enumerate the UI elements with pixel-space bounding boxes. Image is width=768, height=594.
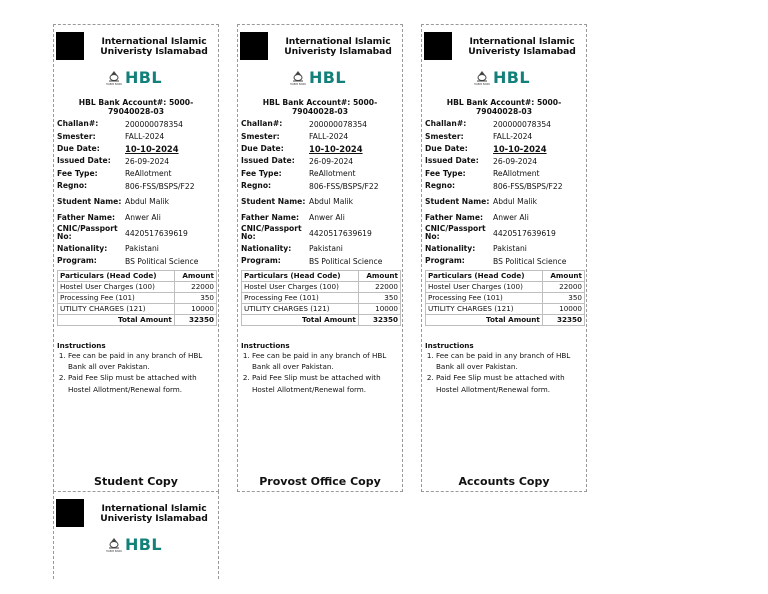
university-logo — [56, 499, 84, 527]
field-student-name — [241, 192, 399, 211]
field-label: Regno: — [425, 181, 456, 191]
field-issued-date — [425, 155, 583, 167]
field-value: Abdul Malik — [309, 197, 353, 207]
header-particulars: Particulars (Head Code) — [242, 270, 359, 281]
bank-seal-icon — [288, 70, 308, 86]
university-logo — [240, 32, 268, 60]
instructions-list — [241, 350, 399, 396]
total-value: 32350 — [542, 314, 584, 325]
field-value: Pakistani — [493, 244, 527, 254]
field-label: Father Name: — [425, 212, 484, 222]
instructions — [241, 341, 399, 396]
total-label: Total Amount — [242, 314, 359, 325]
bank-name: HBL — [125, 535, 162, 554]
field-student-name — [425, 192, 583, 211]
particular-cell: Hostel User Charges (100) — [426, 281, 543, 292]
header-particulars: Particulars (Head Code) — [58, 270, 175, 281]
bank-seal-icon — [104, 70, 124, 86]
seal-caption: HABIB BANK — [105, 549, 123, 553]
instructions-title: Instructions — [57, 340, 106, 350]
fields-list — [238, 118, 402, 268]
amount-cell: 10000 — [358, 303, 400, 314]
field-regno — [425, 180, 583, 192]
total-label: Total Amount — [58, 314, 175, 325]
field-value: 200000078354 — [493, 119, 551, 129]
field-due-date — [425, 143, 583, 155]
field-label: Nationality: — [425, 243, 476, 253]
amount-cell: 350 — [174, 292, 216, 303]
field-fee-type — [241, 168, 399, 180]
table-row — [426, 281, 585, 292]
header-amount: Amount — [358, 270, 400, 281]
field-cnic — [241, 224, 399, 243]
particular-cell: Processing Fee (101) — [242, 292, 359, 303]
field-value: 10-10-2024 — [493, 143, 547, 154]
amount-cell: 10000 — [174, 303, 216, 314]
challan-slip-next-page — [53, 491, 219, 579]
field-label: Challan#: — [425, 119, 467, 129]
university-logo — [424, 32, 452, 60]
field-due-date — [241, 143, 399, 155]
field-value: Abdul Malik — [125, 197, 169, 207]
field-label: Issued Date: — [425, 156, 479, 166]
charges-table — [425, 270, 585, 326]
fields-list — [54, 118, 218, 268]
field-label: Smester: — [241, 131, 280, 141]
bank-seal-icon — [104, 537, 124, 553]
field-nationality — [241, 243, 399, 255]
table-row — [426, 292, 585, 303]
field-label: Student Name: — [57, 196, 122, 206]
amount-cell: 350 — [358, 292, 400, 303]
field-program — [425, 255, 583, 267]
field-label: Smester: — [57, 131, 96, 141]
field-regno — [57, 180, 215, 192]
field-value: Anwer Ali — [493, 213, 529, 223]
table-row — [58, 292, 217, 303]
field-label: Father Name: — [241, 212, 300, 222]
field-label: Program: — [425, 256, 465, 266]
field-value: 4420517639619 — [309, 228, 372, 238]
slip-header — [422, 25, 586, 57]
particular-cell: Processing Fee (101) — [58, 292, 175, 303]
field-label: Program: — [241, 256, 281, 266]
field-value: 806-FSS/BSPS/F22 — [493, 181, 563, 191]
header-amount: Amount — [174, 270, 216, 281]
field-semester — [241, 130, 399, 142]
field-label: Fee Type: — [57, 168, 98, 178]
field-label: Regno: — [57, 181, 88, 191]
university-name: International Islamic Univeristy Islamabad — [284, 36, 392, 57]
university-name: International Islamic Univeristy Islamabad — [100, 36, 208, 57]
field-label: Nationality: — [57, 243, 108, 253]
field-semester — [57, 130, 215, 142]
field-label: Challan#: — [57, 119, 99, 129]
amount-cell: 22000 — [542, 281, 584, 292]
copy-label: Student Copy — [94, 475, 178, 488]
instruction-item: 2. Paid Fee Slip must be attached with Hostel Allotment/Renewal form. — [68, 372, 215, 395]
field-value: ReAllotment — [309, 169, 356, 179]
field-value: Anwer Ali — [309, 213, 345, 223]
seal-caption: HABIB BANK — [289, 82, 307, 86]
header-amount: Amount — [542, 270, 584, 281]
copy-label: Provost Office Copy — [259, 475, 381, 488]
bank-name: HBL — [309, 68, 346, 87]
instructions — [57, 341, 215, 396]
instruction-item: 2. Paid Fee Slip must be attached with Hostel Allotment/Renewal form. — [436, 372, 583, 395]
total-row — [426, 314, 585, 325]
charges-table — [241, 270, 401, 326]
field-value: FALL-2024 — [493, 132, 533, 142]
field-program — [241, 255, 399, 267]
field-fee-type — [425, 168, 583, 180]
field-value: ReAllotment — [125, 169, 172, 179]
field-label: Smester: — [425, 131, 464, 141]
field-nationality — [425, 243, 583, 255]
instructions — [425, 341, 583, 396]
slip-header — [54, 492, 218, 524]
seal-caption: HABIB BANK — [473, 82, 491, 86]
bank-logo — [54, 57, 218, 87]
field-semester — [425, 130, 583, 142]
bank-seal-icon — [472, 70, 492, 86]
particular-cell: UTILITY CHARGES (121) — [242, 303, 359, 314]
table-header-row — [426, 270, 585, 281]
field-issued-date — [241, 155, 399, 167]
bank-name: HBL — [125, 68, 162, 87]
field-label: Issued Date: — [57, 156, 111, 166]
field-value: Pakistani — [309, 244, 343, 254]
field-label: Regno: — [241, 181, 272, 191]
account-number: HBL Bank Account#: 5000-79040028-03 — [262, 98, 378, 116]
particular-cell: Processing Fee (101) — [426, 292, 543, 303]
challan-slip-accounts — [421, 24, 587, 492]
field-label: Issued Date: — [241, 156, 295, 166]
field-program — [57, 255, 215, 267]
seal-caption: HABIB BANK — [105, 82, 123, 86]
field-father-name — [241, 211, 399, 223]
field-label: CNIC/Passport No: — [57, 224, 118, 242]
field-value: 806-FSS/BSPS/F22 — [309, 181, 379, 191]
slip-header — [54, 25, 218, 57]
total-value: 32350 — [174, 314, 216, 325]
university-name: International Islamic Univeristy Islamabad — [468, 36, 576, 57]
field-cnic — [425, 224, 583, 243]
field-student-name — [57, 192, 215, 211]
table-header-row — [242, 270, 401, 281]
field-label: Program: — [57, 256, 97, 266]
table-row — [242, 303, 401, 314]
field-value: 10-10-2024 — [125, 143, 179, 154]
instruction-item: 2. Paid Fee Slip must be attached with Hostel Allotment/Renewal form. — [252, 372, 399, 395]
field-label: Nationality: — [241, 243, 292, 253]
table-row — [242, 292, 401, 303]
particular-cell: UTILITY CHARGES (121) — [58, 303, 175, 314]
field-issued-date — [57, 155, 215, 167]
instructions-list — [57, 350, 215, 396]
bank-logo — [54, 524, 218, 554]
total-label: Total Amount — [426, 314, 543, 325]
charges-table — [57, 270, 217, 326]
table-row — [426, 303, 585, 314]
field-value: BS Political Science — [493, 256, 567, 266]
instructions-title: Instructions — [241, 340, 290, 350]
field-label: CNIC/Passport No: — [241, 224, 302, 242]
field-value: Anwer Ali — [125, 213, 161, 223]
field-label: Challan#: — [241, 119, 283, 129]
field-value: Pakistani — [125, 244, 159, 254]
field-value: ReAllotment — [493, 169, 540, 179]
field-value: Abdul Malik — [493, 197, 537, 207]
account-number: HBL Bank Account#: 5000-79040028-03 — [78, 98, 194, 116]
field-cnic — [57, 224, 215, 243]
field-value: BS Political Science — [309, 256, 383, 266]
challan-slip-student — [53, 24, 219, 492]
challan-slip-provost — [237, 24, 403, 492]
fields-list — [422, 118, 586, 268]
particular-cell: Hostel User Charges (100) — [242, 281, 359, 292]
field-label: Father Name: — [57, 212, 116, 222]
particular-cell: UTILITY CHARGES (121) — [426, 303, 543, 314]
table-row — [242, 281, 401, 292]
instructions-title: Instructions — [425, 340, 474, 350]
amount-cell: 22000 — [174, 281, 216, 292]
field-value: 4420517639619 — [493, 228, 556, 238]
copy-label: Accounts Copy — [458, 475, 550, 488]
field-father-name — [425, 211, 583, 223]
field-value: FALL-2024 — [125, 132, 165, 142]
amount-cell: 10000 — [542, 303, 584, 314]
amount-cell: 350 — [542, 292, 584, 303]
account-number: HBL Bank Account#: 5000-79040028-03 — [446, 98, 562, 116]
table-header-row — [58, 270, 217, 281]
university-name: International Islamic Univeristy Islamabad — [100, 503, 208, 524]
instruction-item: 1. Fee can be paid in any branch of HBL Bank all over Pakistan. — [436, 350, 583, 373]
field-nationality — [57, 243, 215, 255]
field-challan — [425, 118, 583, 130]
field-value: FALL-2024 — [309, 132, 349, 142]
field-label: CNIC/Passport No: — [425, 224, 486, 242]
slip-header — [238, 25, 402, 57]
bank-logo — [422, 57, 586, 87]
field-value: 26-09-2024 — [309, 156, 354, 166]
field-fee-type — [57, 168, 215, 180]
field-challan — [57, 118, 215, 130]
particular-cell: Hostel User Charges (100) — [58, 281, 175, 292]
instructions-list — [425, 350, 583, 396]
instruction-item: 1. Fee can be paid in any branch of HBL Bank all over Pakistan. — [252, 350, 399, 373]
field-value: 4420517639619 — [125, 228, 188, 238]
amount-cell: 22000 — [358, 281, 400, 292]
field-label: Student Name: — [241, 196, 306, 206]
bank-name: HBL — [493, 68, 530, 87]
instruction-item: 1. Fee can be paid in any branch of HBL Bank all over Pakistan. — [68, 350, 215, 373]
field-challan — [241, 118, 399, 130]
field-due-date — [57, 143, 215, 155]
field-value: BS Political Science — [125, 256, 199, 266]
header-particulars: Particulars (Head Code) — [426, 270, 543, 281]
field-father-name — [57, 211, 215, 223]
field-value: 200000078354 — [125, 119, 183, 129]
field-value: 26-09-2024 — [493, 156, 538, 166]
field-value: 806-FSS/BSPS/F22 — [125, 181, 195, 191]
field-label: Due Date: — [241, 143, 284, 153]
total-value: 32350 — [358, 314, 400, 325]
field-label: Due Date: — [425, 143, 468, 153]
total-row — [242, 314, 401, 325]
field-value: 200000078354 — [309, 119, 367, 129]
table-row — [58, 281, 217, 292]
field-label: Due Date: — [57, 143, 100, 153]
total-row — [58, 314, 217, 325]
bank-logo — [238, 57, 402, 87]
university-logo — [56, 32, 84, 60]
field-value: 10-10-2024 — [309, 143, 363, 154]
field-label: Fee Type: — [241, 168, 282, 178]
field-label: Student Name: — [425, 196, 490, 206]
table-row — [58, 303, 217, 314]
field-label: Fee Type: — [425, 168, 466, 178]
field-regno — [241, 180, 399, 192]
field-value: 26-09-2024 — [125, 156, 170, 166]
